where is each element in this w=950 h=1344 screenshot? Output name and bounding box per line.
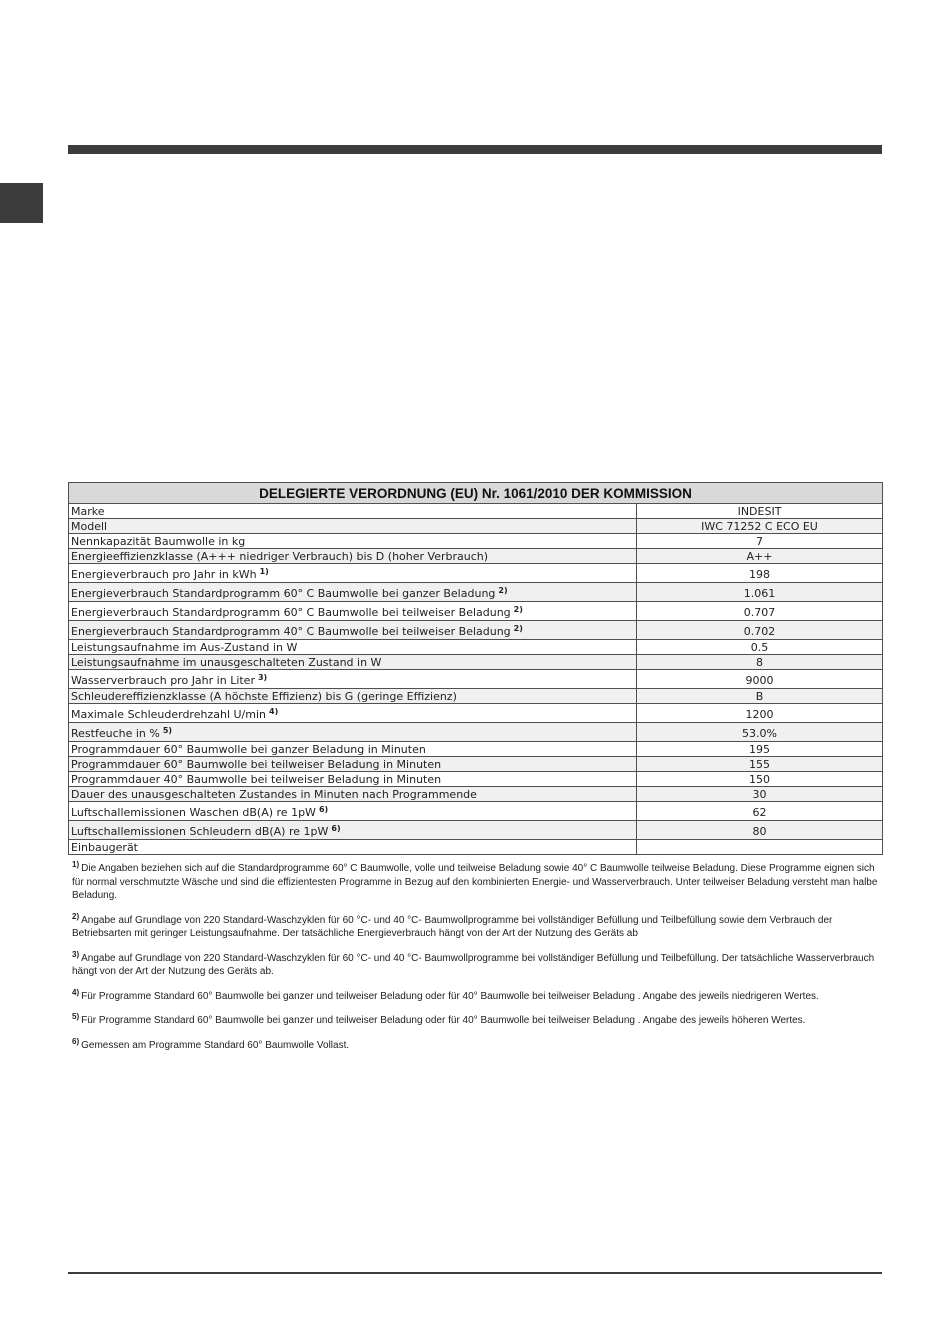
row-value: 30 (637, 787, 883, 802)
row-value: 195 (637, 742, 883, 757)
table-row (69, 504, 883, 519)
row-value: 62 (637, 802, 883, 821)
footnote-mark: 2) (72, 911, 80, 921)
row-value: 8 (637, 655, 883, 670)
footnote-ref: 2) (513, 624, 523, 633)
row-label-text: Maximale Schleuderdrehzahl U/min (71, 708, 266, 721)
row-value: 9000 (637, 670, 883, 689)
table-row (69, 704, 883, 723)
footnote-ref: 4) (269, 707, 279, 716)
row-label-text: Nennkapazität Baumwolle in kg (71, 534, 246, 548)
row-label-text: Energieverbrauch Standardprogramm 40° C Baumwolle bei teilweiser Beladung (71, 625, 511, 638)
row-value: 155 (637, 757, 883, 772)
footnote-ref: 3) (257, 673, 268, 682)
row-label-text: Dauer des unausgeschalteten Zustandes in Minuten nach Programmende (71, 787, 477, 801)
row-value: 1.061 (637, 583, 883, 602)
footnote-ref: 5) (162, 726, 173, 735)
table-row (69, 519, 883, 534)
table-row (69, 840, 883, 855)
row-label (69, 802, 637, 821)
footnote-mark: 3) (72, 949, 80, 959)
footnotes (72, 862, 882, 1063)
row-value: A++ (637, 549, 883, 564)
table-row (69, 583, 883, 602)
footnote-ref: 6) (318, 805, 329, 814)
row-label-text: Programmdauer 60° Baumwolle bei ganzer Beladung in Minuten (71, 742, 426, 756)
row-value: IWC 71252 C ECO EU (637, 519, 883, 534)
table-title: DELEGIERTE VERORDNUNG (EU) Nr. 1061/2010 DER KOMMISSION (69, 483, 883, 504)
table-row (69, 723, 883, 742)
table-row (69, 689, 883, 704)
row-label (69, 564, 637, 583)
row-label-text: Energieverbrauch Standardprogramm 60° C Baumwolle bei teilweiser Beladung (71, 606, 511, 619)
row-value: 7 (637, 534, 883, 549)
row-value: 0.707 (637, 602, 883, 621)
row-label (69, 583, 637, 602)
row-label (69, 549, 637, 564)
footnote-mark: 6) (72, 1036, 80, 1046)
footnote-text: Angabe auf Grundlage von 220 Standard-Waschzyklen für 60 °C- und 40 °C- Baumwollprogramme bei vollständiger Befüllung und Teilbefüllung. Der tatsächliche Wasserverbrauch hängt von der Art der Nutzung des Geräts ab. (72, 952, 875, 977)
row-label (69, 670, 637, 689)
row-label-text: Leistungsaufnahme im Aus-Zustand in W (71, 640, 298, 654)
table-row (69, 772, 883, 787)
footnote-text: Angabe auf Grundlage von 220 Standard-Waschzyklen für 60 °C- und 40 °C- Baumwollprogramme bei vollständiger Befüllung und Teilbefüllung sowie dem Verbrauch der Betriebsarten mit geringer Leistungsaufnahme. Der tatsächliche Energieverbrauch hängt von der Art der Nutzung des Geräts ab (72, 914, 833, 939)
table-row (69, 621, 883, 640)
row-label-text: Programmdauer 60° Baumwolle bei teilweiser Beladung in Minuten (71, 757, 442, 771)
footnote (72, 862, 882, 903)
row-value: 80 (637, 821, 883, 840)
footnote-text: Für Programme Standard 60° Baumwolle bei ganzer und teilweiser Beladung oder für 40° Baumwolle bei teilweiser Beladung . Angabe des jeweils höheren Wertes. (81, 1015, 806, 1026)
row-value: 150 (637, 772, 883, 787)
table-row (69, 742, 883, 757)
footnote-text: Für Programme Standard 60° Baumwolle bei ganzer und teilweiser Beladung oder für 40° Baumwolle bei teilweiser Beladung . Angabe des jeweils niedrigeren Wertes. (81, 990, 819, 1002)
section-tab-marker (0, 183, 43, 223)
footnote-mark: 1) (72, 860, 80, 869)
row-value: 198 (637, 564, 883, 583)
row-label-text: Programmdauer 40° Baumwolle bei teilweiser Beladung in Minuten (71, 772, 442, 786)
row-label (69, 821, 637, 840)
table-row (69, 602, 883, 621)
row-value: B (637, 689, 883, 704)
row-value: 0.5 (637, 640, 883, 655)
row-label-text: Leistungsaufnahme im unausgeschalteten Zustand in W (71, 655, 382, 669)
row-label-text: Energieverbrauch Standardprogramm 60° C Baumwolle bei ganzer Beladung (71, 587, 496, 600)
row-label (69, 602, 637, 621)
footnote-text: Die Angaben beziehen sich auf die Standardprogramme 60° C Baumwolle, volle und teilweise Beladung sowie 40° C Baumwolle teilweise Beladung. Diese Programme eignen sich für normal verschmutzte Wäsche und sind die effizientesten Programme in Bezug auf den kombinierten Energie- und Wasserverbrauch. Unter teilweiser Beladung versteht man halbe Beladung. (72, 863, 878, 901)
table-row (69, 821, 883, 840)
row-label-text: Wasserverbrauch pro Jahr in Liter (71, 674, 255, 687)
row-label (69, 621, 637, 640)
table-row (69, 640, 883, 655)
row-label (69, 655, 637, 670)
footnote (72, 1014, 882, 1028)
row-label-text: Energieverbrauch pro Jahr in kWh (71, 568, 257, 581)
row-label-text: Restfeuche in % (71, 727, 160, 740)
row-label (69, 534, 637, 549)
table-row (69, 787, 883, 802)
table-row (69, 549, 883, 564)
table-body (69, 504, 883, 855)
row-label (69, 742, 637, 757)
footnote-ref: 2) (498, 586, 508, 595)
row-label (69, 723, 637, 742)
footnote-ref: 2) (513, 605, 523, 614)
row-label (69, 772, 637, 787)
table-row (69, 757, 883, 772)
footnote-text: Gemessen am Programme Standard 60° Baumwolle Vollast. (81, 1039, 350, 1051)
footnote-mark: 4) (72, 987, 80, 997)
energy-label-table (68, 482, 883, 855)
row-label (69, 519, 637, 534)
footnote-ref: 1) (259, 567, 269, 576)
row-label (69, 704, 637, 723)
table-row (69, 564, 883, 583)
row-label-text: Schleudereffizienzklasse (A höchste Effizienz) bis G (geringe Effizienz) (71, 689, 457, 703)
table-row (69, 670, 883, 689)
footnote-mark: 5) (72, 1012, 80, 1021)
table-row (69, 655, 883, 670)
footnote (72, 911, 882, 941)
row-label (69, 689, 637, 704)
footnote-ref: 6) (331, 824, 341, 833)
row-label-text: Marke (71, 504, 105, 518)
row-value: INDESIT (637, 504, 883, 519)
table-row (69, 534, 883, 549)
row-value: 1200 (637, 704, 883, 723)
footnote (72, 949, 882, 979)
row-label-text: Einbaugerät (71, 840, 138, 854)
row-label (69, 757, 637, 772)
row-label (69, 840, 637, 855)
row-label (69, 787, 637, 802)
row-value: 53.0% (637, 723, 883, 742)
table-row (69, 802, 883, 821)
row-label-text: Luftschallemissionen Waschen dB(A) re 1pW (71, 806, 316, 819)
row-label-text: Energieeffizienzklasse (A+++ niedriger Verbrauch) bis D (hoher Verbrauch) (71, 549, 489, 563)
top-divider-bar (68, 145, 882, 154)
row-label (69, 640, 637, 655)
row-value (637, 840, 883, 855)
row-label-text: Modell (71, 519, 108, 533)
row-label-text: Luftschallemissionen Schleudern dB(A) re 1pW (71, 825, 329, 838)
footnote (72, 1036, 882, 1053)
row-value: 0.702 (637, 621, 883, 640)
footnote (72, 987, 882, 1004)
row-label (69, 504, 637, 519)
bottom-divider (68, 1272, 882, 1274)
